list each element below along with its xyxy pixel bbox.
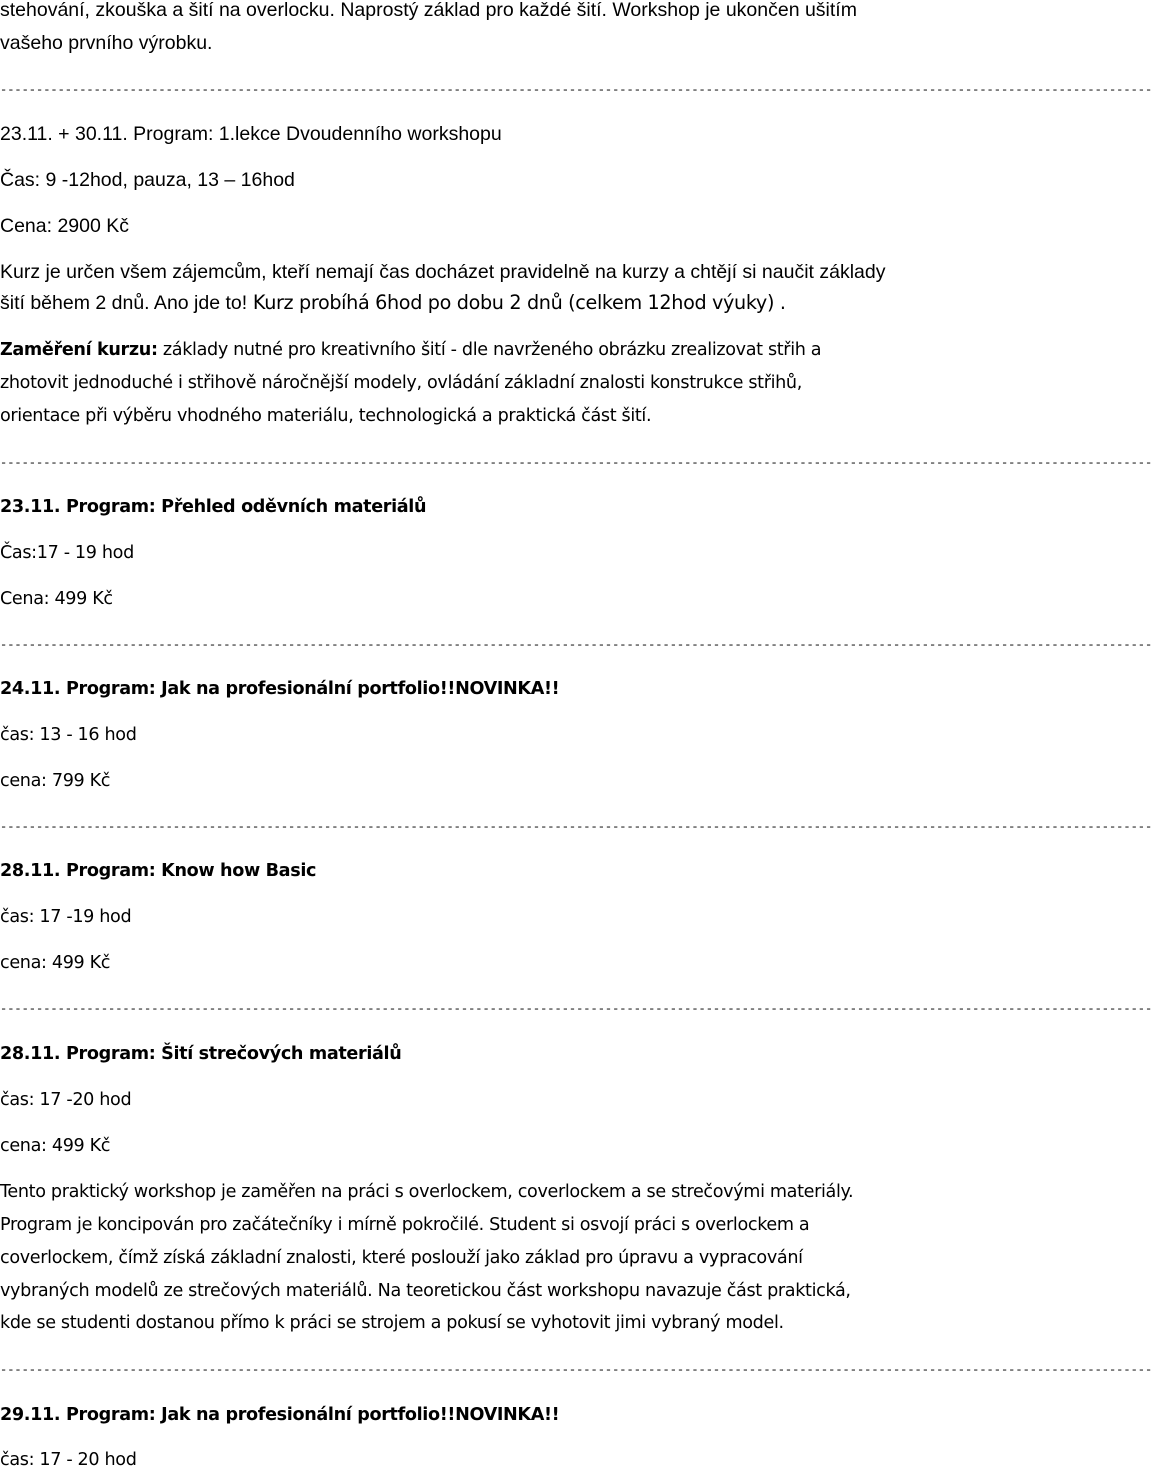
- separator: ----------------------------------------------------------------------------------------------------------------------------------------------------------------: [0, 638, 1152, 652]
- workshop1-heading: 23.11. + 30.11. Program: 1.lekce Dvoudenního workshopu: [0, 123, 502, 145]
- workshop1-focus-line-3: orientace při výběru vhodného materiálu, technologická a praktická část šití.: [0, 406, 652, 426]
- workshop5-desc-line-3: coverlockem, čímž získá základní znalosti, které poslouží jako základ pro úpravu a vypracování: [0, 1248, 803, 1268]
- separator: ----------------------------------------------------------------------------------------------------------------------------------------------------------------: [0, 1363, 1152, 1377]
- workshop1-desc-line-2: [0, 290, 786, 316]
- separator: ----------------------------------------------------------------------------------------------------------------------------------------------------------------: [0, 83, 1152, 97]
- separator: ----------------------------------------------------------------------------------------------------------------------------------------------------------------: [0, 1002, 1152, 1016]
- intro-line-1: stehování, zkouška a šití na overlocku. Naprostý základ pro každé šití. Workshop je ukončen ušitím: [0, 0, 857, 21]
- workshop6-time: čas: 17 - 20 hod: [0, 1450, 137, 1470]
- workshop3-heading: 24.11. Program: Jak na profesionální portfolio!!NOVINKA!!: [0, 679, 560, 699]
- workshop5-heading: 28.11. Program: Šití strečových materiálů: [0, 1044, 402, 1064]
- workshop3-time: čas: 13 - 16 hod: [0, 725, 137, 745]
- workshop4-heading: 28.11. Program: Know how Basic: [0, 861, 317, 881]
- workshop5-desc-line-2: Program je koncipován pro začátečníky i mírně pokročilé. Student si osvojí práci s overlockem a: [0, 1215, 810, 1235]
- workshop3-price: cena: 799 Kč: [0, 771, 111, 791]
- workshop4-time: čas: 17 -19 hod: [0, 907, 132, 927]
- workshop1-desc-line-2b: Kurz probíhá 6hod po dobu 2 dnů (celkem 12hod výuky) .: [247, 291, 786, 314]
- workshop5-time: čas: 17 -20 hod: [0, 1090, 132, 1110]
- workshop6-heading: 29.11. Program: Jak na profesionální portfolio!!NOVINKA!!: [0, 1405, 560, 1425]
- workshop1-focus-line-1: [0, 337, 821, 363]
- intro-line-2: vašeho prvního výrobku.: [0, 32, 213, 54]
- focus-label: Zaměření kurzu:: [0, 340, 158, 360]
- separator: ----------------------------------------------------------------------------------------------------------------------------------------------------------------: [0, 456, 1152, 470]
- workshop1-desc-line-2a: šití během 2 dnů. Ano jde to!: [0, 292, 248, 314]
- workshop1-focus-line-2: zhotovit jednoduché i střihově náročnější modely, ovládání základní znalosti konstrukce střihů,: [0, 373, 802, 393]
- focus-text-1: základy nutné pro kreativního šití - dle navrženého obrázku zrealizovat střih a: [157, 340, 822, 360]
- workshop5-price: cena: 499 Kč: [0, 1136, 111, 1156]
- workshop5-desc-line-4: vybraných modelů ze strečových materiálů. Na teoretickou část workshopu navazuje část praktická,: [0, 1281, 851, 1301]
- workshop5-desc-line-1: Tento praktický workshop je zaměřen na práci s overlockem, coverlockem a se strečovými materiály.: [0, 1182, 854, 1202]
- workshop1-desc-line-1: Kurz je určen všem zájemcům, kteří nemají čas docházet pravidelně na kurzy a chtějí si naučit základy: [0, 261, 886, 283]
- workshop2-heading: 23.11. Program: Přehled oděvních materiálů: [0, 497, 427, 517]
- workshop1-time: Čas: 9 -12hod, pauza, 13 – 16hod: [0, 169, 295, 191]
- workshop5-desc-line-5: kde se studenti dostanou přímo k práci se strojem a pokusí se vyhotovit jimi vybraný model.: [0, 1313, 784, 1333]
- workshop1-price: Cena: 2900 Kč: [0, 215, 130, 237]
- workshop4-price: cena: 499 Kč: [0, 953, 111, 973]
- separator: ----------------------------------------------------------------------------------------------------------------------------------------------------------------: [0, 820, 1152, 834]
- workshop2-price: Cena: 499 Kč: [0, 589, 113, 609]
- workshop2-time: Čas:17 - 19 hod: [0, 543, 134, 563]
